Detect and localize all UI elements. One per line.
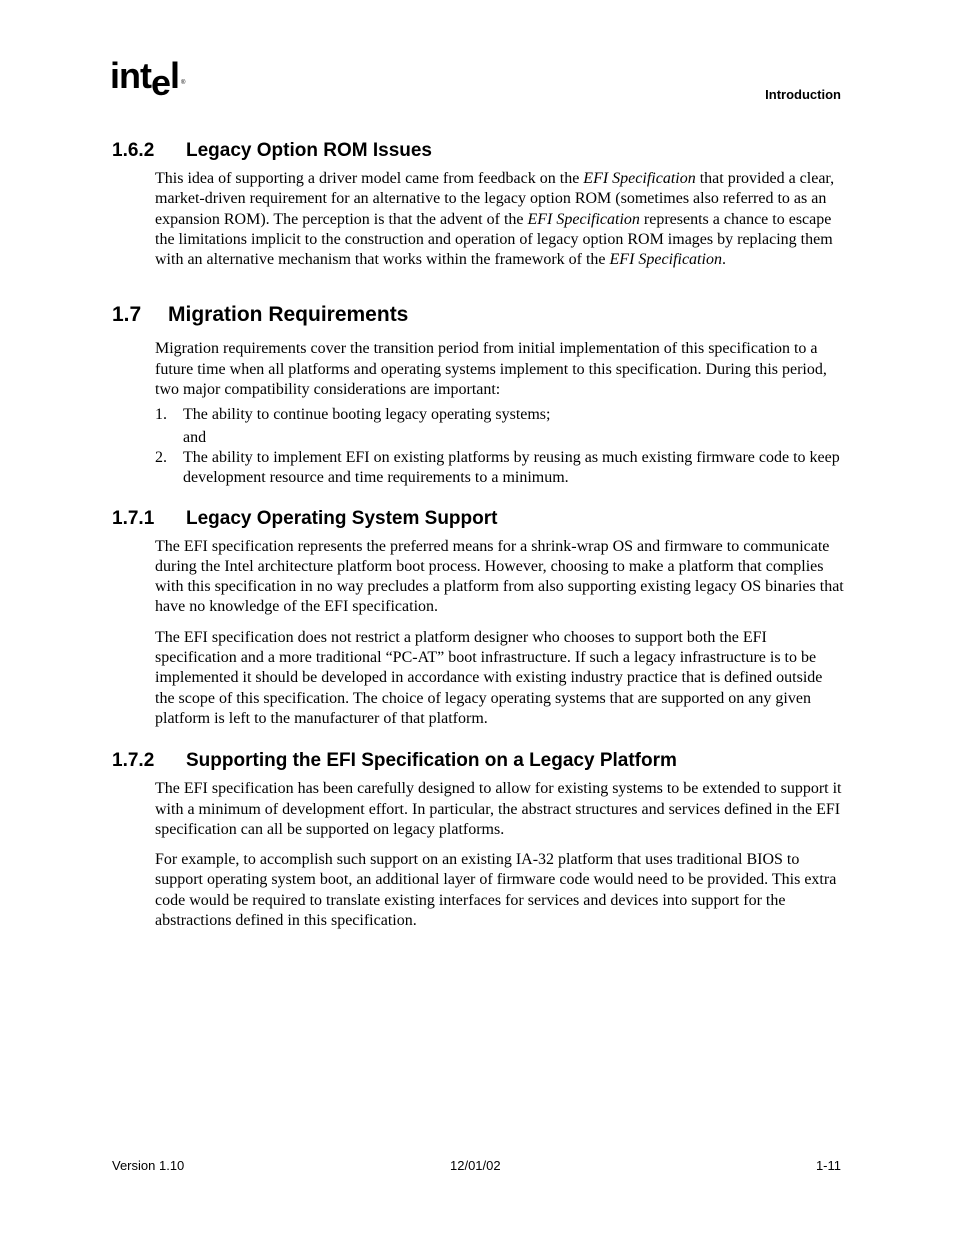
paragraph: This idea of supporting a driver model came from feedback on the EFI Specification that provided a clear, market-driven requirement for an alternative to the legacy option ROM (sometimes also referred to as an expansion ROM). The perception is that the advent of the EFI Specification represents a chance to escape the limitations implicit to the construction and operation of legacy option ROM images by replacing them with an alternative mechanism that works within the framework of the EFI Specification. <box>155 170 835 269</box>
paragraph: The EFI specification represents the preferred means for a shrink-wrap OS and firmware to communicate during the Intel architecture platform boot process. However, choosing to make a platform that complies with this specification in no way precludes a platform from also supporting existing legacy OS binaries that have no knowledge of the EFI specification. <box>155 537 844 616</box>
intel-logo: intel ® <box>110 55 185 103</box>
list-item: 2. The ability to implement EFI on existing platforms by reusing as much existing firmware code to keep development resource and time requirements to a minimum. <box>155 448 840 487</box>
header-section-title: Introduction <box>765 87 841 102</box>
compatibility-list <box>155 405 844 488</box>
footer-version: Version 1.10 <box>112 1158 185 1173</box>
heading-1-7-1: 1.7.1 Legacy Operating System Support <box>112 507 498 529</box>
heading-1-6-2: 1.6.2 Legacy Option ROM Issues <box>112 140 432 161</box>
paragraph: For example, to accomplish such support on an existing IA-32 platform that uses traditional BIOS to support operating system boot, an additional layer of firmware code would need to be provided. This extra code would be required to translate existing interfaces for services and devices into support for the abstractions defined in this specification. <box>155 851 837 930</box>
heading-1-7-2: 1.7.2 Supporting the EFI Specification on a Legacy Platform <box>112 750 677 772</box>
paragraph: The EFI specification does not restrict a platform designer who chooses to support both the EFI specification and a more traditional “PC-AT” boot infrastructure. If such a legacy infrastructure is to be implemented it should be developed in accordance with existing industry practice that is defined outside the scope of this specification. The choice of legacy operating systems that are supported on any given platform is left to the manufacturer of that platform. <box>155 628 823 727</box>
footer-date: 12/01/02 <box>450 1158 501 1173</box>
paragraph: Migration requirements cover the transition period from initial implementation of this specification to a future time when all platforms and operating systems implement to this specification. During this period, two major compatibility considerations are important: <box>155 340 827 399</box>
paragraph: The EFI specification has been carefully designed to allow for existing systems to be extended to support it with a minimum of development effort. In particular, the abstract structures and services defined in the EFI specification can all be supported on legacy platforms. <box>155 780 842 838</box>
list-item: 1. The ability to continue booting legacy operating systems; and <box>155 406 551 446</box>
heading-1-7: 1.7 Migration Requirements <box>112 303 409 327</box>
footer-page-number: 1-11 <box>815 1158 841 1173</box>
